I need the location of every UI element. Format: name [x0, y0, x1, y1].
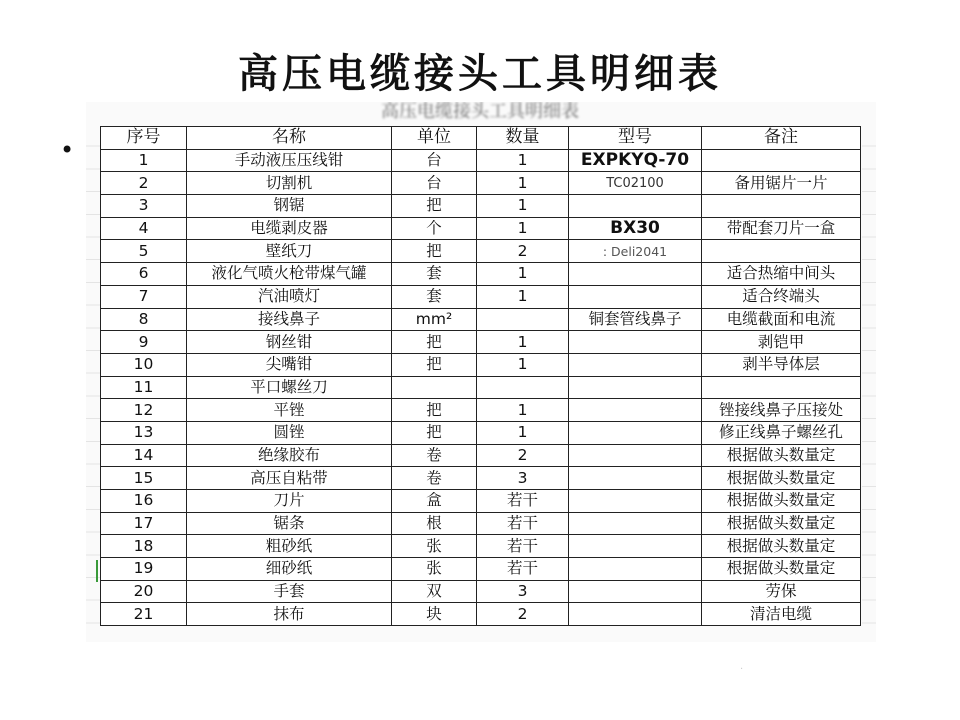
cell-note: 根据做头数量定: [702, 512, 861, 535]
header-model: 型号: [569, 127, 702, 150]
table-row: [101, 353, 861, 376]
cell-note: 适合热缩中间头: [702, 263, 861, 286]
cell-note: 根据做头数量定: [702, 558, 861, 581]
cell-name: 钢锯: [187, 195, 392, 218]
table-row: [101, 444, 861, 467]
cell-name: 钢丝钳: [187, 331, 392, 354]
cell-qty: 若干: [477, 512, 569, 535]
cell-note: 劳保: [702, 580, 861, 603]
table-row: [101, 580, 861, 603]
cell-unit: 根: [392, 512, 477, 535]
cell-no: 19: [101, 558, 187, 581]
cell-qty: 1: [477, 353, 569, 376]
cell-name: 刀片: [187, 490, 392, 513]
cell-no: 10: [101, 353, 187, 376]
cell-model: [569, 421, 702, 444]
cell-note: 根据做头数量定: [702, 490, 861, 513]
cell-name: 圆锉: [187, 421, 392, 444]
cell-name: 手套: [187, 580, 392, 603]
cell-unit: 张: [392, 535, 477, 558]
table-row: [101, 149, 861, 172]
cell-qty: 2: [477, 240, 569, 263]
cell-qty: 1: [477, 172, 569, 195]
table-row: [101, 467, 861, 490]
cell-unit: 台: [392, 149, 477, 172]
cell-unit: 把: [392, 399, 477, 422]
cell-no: 5: [101, 240, 187, 263]
bullet-marker: •: [60, 136, 75, 164]
cell-note: 适合终端头: [702, 285, 861, 308]
cell-name: 平锉: [187, 399, 392, 422]
cell-qty: 1: [477, 263, 569, 286]
cell-no: 1: [101, 149, 187, 172]
cell-qty: 1: [477, 331, 569, 354]
cell-name: 尖嘴钳: [187, 353, 392, 376]
cell-name: 平口螺丝刀: [187, 376, 392, 399]
cell-qty: 1: [477, 217, 569, 240]
cell-name: 手动液压压线钳: [187, 149, 392, 172]
cell-model: [569, 263, 702, 286]
cell-unit: 把: [392, 331, 477, 354]
cell-note: 根据做头数量定: [702, 535, 861, 558]
cell-note: [702, 195, 861, 218]
cell-no: 9: [101, 331, 187, 354]
table-row: [101, 512, 861, 535]
header-name: 名称: [187, 127, 392, 150]
table-row: [101, 535, 861, 558]
cell-no: 17: [101, 512, 187, 535]
cell-no: 14: [101, 444, 187, 467]
cell-model: 铜套管线鼻子: [569, 308, 702, 331]
cell-model: [569, 603, 702, 626]
cell-no: 20: [101, 580, 187, 603]
table-row: [101, 308, 861, 331]
cell-qty: 3: [477, 580, 569, 603]
cell-name: 汽油喷灯: [187, 285, 392, 308]
table-header-row: [101, 127, 861, 150]
cell-qty: 1: [477, 285, 569, 308]
tool-list-table: [100, 126, 861, 626]
cell-note: [702, 240, 861, 263]
sheet-faint-title: [100, 102, 860, 124]
cell-qty: 1: [477, 195, 569, 218]
cell-no: 16: [101, 490, 187, 513]
cell-no: 3: [101, 195, 187, 218]
cell-no: 15: [101, 467, 187, 490]
cell-model: : Deli2041: [569, 240, 702, 263]
cell-note: 清洁电缆: [702, 603, 861, 626]
cell-note: 电缆截面和电流: [702, 308, 861, 331]
header-note: 备注: [702, 127, 861, 150]
cell-no: 6: [101, 263, 187, 286]
cell-no: 13: [101, 421, 187, 444]
slide-title: 高压电缆接头工具明细表: [238, 50, 722, 97]
cell-qty: 1: [477, 399, 569, 422]
cell-note: [702, 376, 861, 399]
cell-note: 剥半导体层: [702, 353, 861, 376]
cell-note: [702, 149, 861, 172]
cell-no: 4: [101, 217, 187, 240]
table-row: [101, 263, 861, 286]
cell-unit: 张: [392, 558, 477, 581]
sheet-faint-title-text: 高压电缆接头工具明细表: [381, 102, 579, 122]
cell-model: BX30: [569, 217, 702, 240]
cell-unit: 把: [392, 421, 477, 444]
cell-model: [569, 512, 702, 535]
cell-note: 根据做头数量定: [702, 444, 861, 467]
cell-name: 粗砂纸: [187, 535, 392, 558]
table-row: [101, 172, 861, 195]
cell-unit: [392, 376, 477, 399]
cell-unit: 台: [392, 172, 477, 195]
table-row: [101, 399, 861, 422]
cell-qty: 若干: [477, 490, 569, 513]
cell-model: [569, 558, 702, 581]
cell-model: [569, 535, 702, 558]
cell-unit: 把: [392, 195, 477, 218]
cell-model: [569, 195, 702, 218]
cell-name: 高压自粘带: [187, 467, 392, 490]
table-row: [101, 603, 861, 626]
table-row: [101, 421, 861, 444]
cell-name: 电缆剥皮器: [187, 217, 392, 240]
cell-note: 剥铠甲: [702, 331, 861, 354]
cell-name: 锯条: [187, 512, 392, 535]
cell-note: 修正线鼻子螺丝孔: [702, 421, 861, 444]
cell-unit: 个: [392, 217, 477, 240]
cell-name: 接线鼻子: [187, 308, 392, 331]
cell-no: 21: [101, 603, 187, 626]
table-row: [101, 376, 861, 399]
table-row: [101, 195, 861, 218]
cell-model: [569, 331, 702, 354]
table-row: [101, 490, 861, 513]
table-row: [101, 217, 861, 240]
grid-margin-right: [862, 124, 876, 642]
cell-qty: 若干: [477, 558, 569, 581]
cell-model: [569, 490, 702, 513]
cell-model: TC02100: [569, 172, 702, 195]
cell-no: 8: [101, 308, 187, 331]
cell-model: [569, 376, 702, 399]
cell-qty: 2: [477, 603, 569, 626]
cell-model: EXPKYQ-70: [569, 149, 702, 172]
table-row: [101, 331, 861, 354]
cell-unit: 把: [392, 353, 477, 376]
cell-unit: 把: [392, 240, 477, 263]
cell-note: 带配套刀片一盒: [702, 217, 861, 240]
selected-row-marker: [96, 560, 98, 582]
table-row: [101, 285, 861, 308]
cell-no: 18: [101, 535, 187, 558]
cell-model: [569, 353, 702, 376]
table-body: [101, 149, 861, 625]
cell-unit: 套: [392, 263, 477, 286]
cell-name: 壁纸刀: [187, 240, 392, 263]
cell-no: 2: [101, 172, 187, 195]
cell-name: 抹布: [187, 603, 392, 626]
cell-model: [569, 285, 702, 308]
cell-note: 备用锯片一片: [702, 172, 861, 195]
cell-model: [569, 467, 702, 490]
cell-qty: [477, 308, 569, 331]
cell-qty: 若干: [477, 535, 569, 558]
cell-unit: 盒: [392, 490, 477, 513]
spreadsheet-image: [86, 102, 876, 642]
cell-name: 切割机: [187, 172, 392, 195]
cell-unit: 卷: [392, 444, 477, 467]
cell-unit: 套: [392, 285, 477, 308]
cell-no: 11: [101, 376, 187, 399]
cell-qty: 1: [477, 421, 569, 444]
table-row: [101, 240, 861, 263]
table-row: [101, 558, 861, 581]
cell-name: 细砂纸: [187, 558, 392, 581]
cell-unit: mm²: [392, 308, 477, 331]
cell-unit: 卷: [392, 467, 477, 490]
scan-artifact: ·: [740, 664, 744, 675]
cell-name: 绝缘胶布: [187, 444, 392, 467]
header-qty: 数量: [477, 127, 569, 150]
cell-qty: [477, 376, 569, 399]
cell-model: [569, 399, 702, 422]
cell-note: 锉接线鼻子压接处: [702, 399, 861, 422]
cell-no: 12: [101, 399, 187, 422]
cell-note: 根据做头数量定: [702, 467, 861, 490]
cell-qty: 3: [477, 467, 569, 490]
cell-qty: 2: [477, 444, 569, 467]
cell-unit: 块: [392, 603, 477, 626]
header-no: 序号: [101, 127, 187, 150]
cell-unit: 双: [392, 580, 477, 603]
cell-qty: 1: [477, 149, 569, 172]
cell-no: 7: [101, 285, 187, 308]
cell-model: [569, 444, 702, 467]
cell-name: 液化气喷火枪带煤气罐: [187, 263, 392, 286]
cell-model: [569, 580, 702, 603]
header-unit: 单位: [392, 127, 477, 150]
